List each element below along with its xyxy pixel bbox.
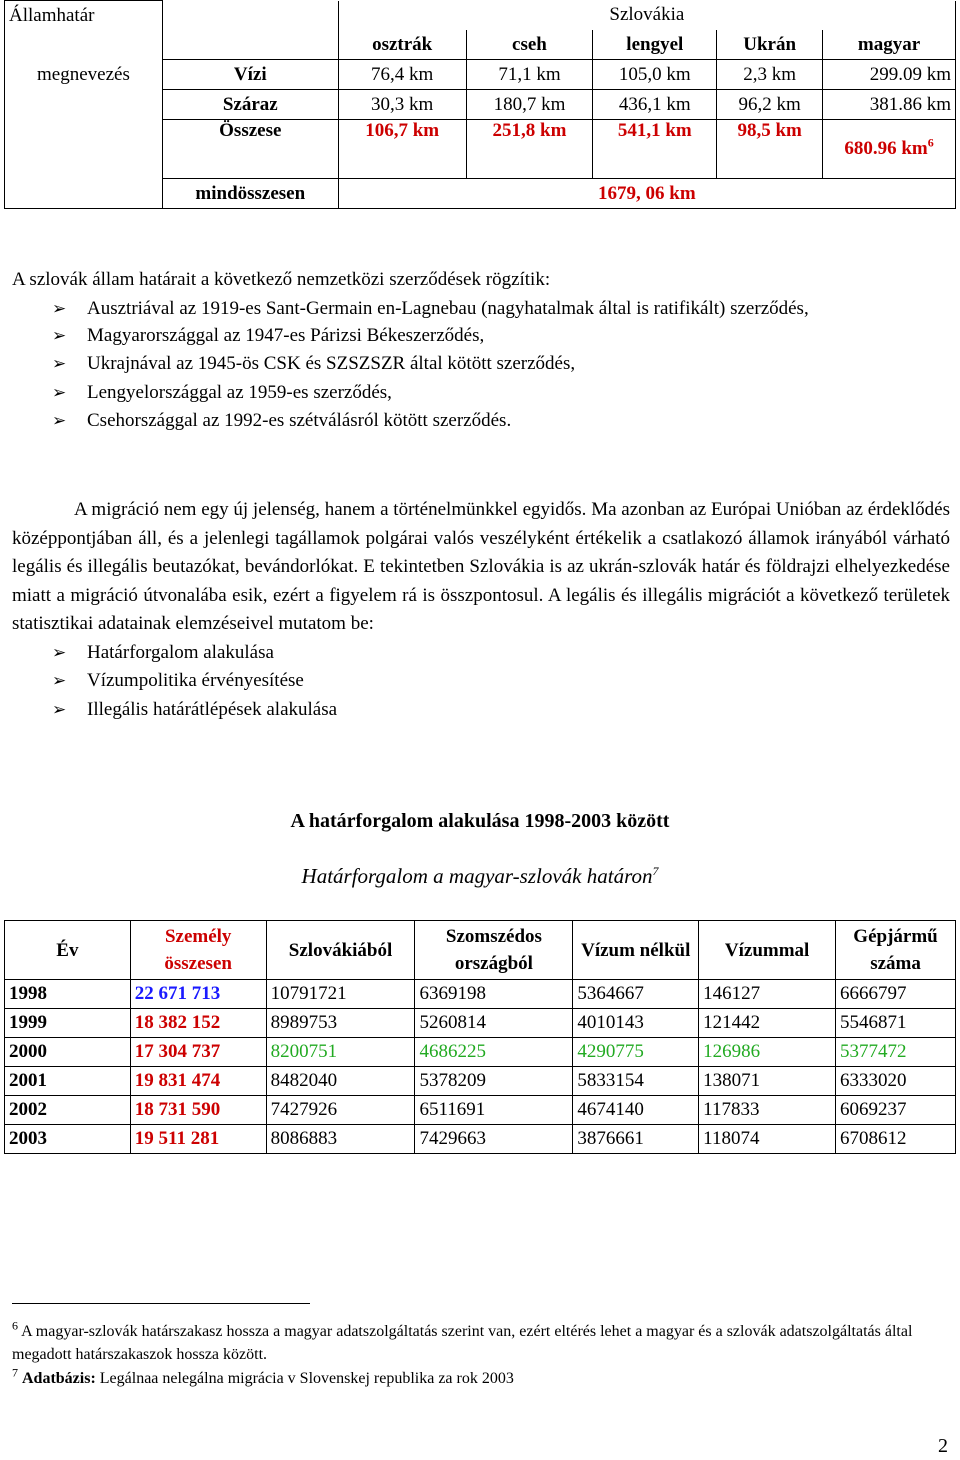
- table-cell: 96,2 km: [717, 90, 823, 120]
- table-cell: 5377472: [836, 1038, 956, 1067]
- row-label: Száraz: [162, 90, 338, 120]
- col-header: cseh: [466, 30, 593, 60]
- table-cell: 8989753: [266, 1009, 415, 1038]
- total-cell: 17 304 737: [130, 1038, 266, 1067]
- table-cell: 7429663: [415, 1125, 573, 1154]
- table-row: [5, 1125, 956, 1154]
- footnote-separator: [12, 1303, 310, 1304]
- total-cell: 18 382 152: [130, 1009, 266, 1038]
- footnote-6: $^6$ A magyar-szlovák határszakasz hossza a magyar adatszolgáltatás szerint van, ezért eltérés lehet a magyar és a szlovák adatszolgáltatás által megadott határszakaszok hossza között.: [12, 1318, 913, 1363]
- total-magyar-value: 680.96 km: [844, 138, 928, 159]
- table-cell: 118074: [699, 1125, 836, 1154]
- treaties-section: [12, 266, 950, 436]
- table-cell: 8482040: [266, 1067, 415, 1096]
- table-cell: 4686225: [415, 1038, 573, 1067]
- table-cell: 4290775: [573, 1038, 699, 1067]
- table-cell: 126986: [699, 1038, 836, 1067]
- table-cell: 4010143: [573, 1009, 699, 1038]
- migration-section: [12, 496, 950, 724]
- table-cell: 6069237: [836, 1096, 956, 1125]
- total-cell: 19 831 474: [130, 1067, 266, 1096]
- footnote-7: $^7$ Adatbázis: Legálnaa nelegálna migrácia v Slovenskej republika za rok 2003: [12, 1365, 514, 1387]
- border-length-table: [4, 0, 956, 209]
- table-cell: 98,5 km: [717, 120, 823, 179]
- table-row: [5, 980, 956, 1009]
- table-cell: 6708612: [836, 1125, 956, 1154]
- header-neighbor: Szomszédos országból: [415, 921, 573, 980]
- arrow-bullet-icon: ➢: [52, 325, 67, 345]
- table-cell: 180,7 km: [466, 90, 593, 120]
- table-cell: 3876661: [573, 1125, 699, 1154]
- row-label: Összese: [162, 120, 338, 179]
- table-cell: 4674140: [573, 1096, 699, 1125]
- corner-cell: Államhatár: [5, 1, 163, 31]
- table-cell: 436,1 km: [593, 90, 717, 120]
- traffic-table-body: [5, 980, 956, 1154]
- table-cell: 106,7 km: [338, 120, 466, 179]
- year-cell: 2000: [5, 1038, 131, 1067]
- table-title: Határforgalom a magyar-szlovák határon$^7$: [301, 864, 659, 888]
- table-cell: 381.86 km: [823, 90, 956, 120]
- year-cell: 2003: [5, 1125, 131, 1154]
- table-row: [5, 1009, 956, 1038]
- table-row: [5, 1067, 956, 1096]
- table-cell: 5833154: [573, 1067, 699, 1096]
- table-cell: 146127: [699, 980, 836, 1009]
- year-cell: 1998: [5, 980, 131, 1009]
- arrow-bullet-icon: ➢: [52, 298, 67, 318]
- header-from-slovakia: Szlovákiából: [266, 921, 415, 980]
- border-traffic-table: [4, 920, 956, 1154]
- list-item: ➢ Magyarországgal az 1947-es Párizsi Békeszerződés,: [12, 322, 950, 351]
- section-title: A határforgalom alakulása 1998-2003 között: [290, 810, 670, 832]
- table-cell: [823, 120, 956, 179]
- list-item: ➢ Illegális határátlépések alakulása: [12, 696, 950, 725]
- table-cell: 121442: [699, 1009, 836, 1038]
- table-cell: 8200751: [266, 1038, 415, 1067]
- table-cell: 6369198: [415, 980, 573, 1009]
- arrow-bullet-icon: ➢: [52, 642, 67, 662]
- table-cell: 6511691: [415, 1096, 573, 1125]
- table-cell: 5260814: [415, 1009, 573, 1038]
- list-item: ➢ Vízumpolitika érvényesítése: [12, 667, 950, 696]
- table-cell: 138071: [699, 1067, 836, 1096]
- footnote-ref: 7: [652, 864, 659, 878]
- list-item: ➢ Határforgalom alakulása: [12, 639, 950, 668]
- list-item: ➢ Ausztriával az 1919-es Sant-Germain en-Lagnebau (nagyhatalmak által is ratifikált) szerződés,: [12, 295, 950, 322]
- footnote-ref: 6: [927, 135, 934, 150]
- total-cell: 18 731 590: [130, 1096, 266, 1125]
- table-cell: 6333020: [836, 1067, 956, 1096]
- year-cell: 2001: [5, 1067, 131, 1096]
- table-cell: 5364667: [573, 980, 699, 1009]
- table-cell: 2,3 km: [717, 60, 823, 90]
- table-cell: 30,3 km: [338, 90, 466, 120]
- list-item: ➢ Ukrajnával az 1945-ös CSK és SZSZSZR által kötött szerződés,: [12, 350, 950, 379]
- table-cell: 5546871: [836, 1009, 956, 1038]
- table-row: [5, 1096, 956, 1125]
- header-year: Év: [5, 921, 131, 980]
- arrow-bullet-icon: ➢: [52, 382, 67, 402]
- header-vehicles: Gépjármű száma: [836, 921, 956, 980]
- table-row: [5, 1038, 956, 1067]
- table-cell: 251,8 km: [466, 120, 593, 179]
- table-cell: 6666797: [836, 980, 956, 1009]
- group-header: Szlovákia: [338, 1, 955, 31]
- treaties-intro: A szlovák állam határait a következő nemzetközi szerződések rögzítik:: [12, 269, 551, 290]
- year-cell: 2002: [5, 1096, 131, 1125]
- total-value: 1679, 06 km: [338, 179, 955, 209]
- list-item: ➢ Csehországgal az 1992-es szétválásról kötött szerződés.: [12, 407, 950, 436]
- row-label: Vízi: [162, 60, 338, 90]
- col-header: Ukrán: [717, 30, 823, 60]
- col-header: osztrák: [338, 30, 466, 60]
- table-cell: 76,4 km: [338, 60, 466, 90]
- table-cell: 541,1 km: [593, 120, 717, 179]
- total-cell: 22 671 713: [130, 980, 266, 1009]
- arrow-bullet-icon: ➢: [52, 411, 67, 430]
- table-cell: 10791721: [266, 980, 415, 1009]
- list-item: ➢ Lengyelországgal az 1959-es szerződés,: [12, 379, 950, 408]
- header-with-visa: Vízummal: [699, 921, 836, 980]
- total-label: mindösszesen: [162, 179, 338, 209]
- table-cell: 105,0 km: [593, 60, 717, 90]
- arrow-bullet-icon: ➢: [52, 699, 67, 719]
- header-total: Személy összesen: [130, 921, 266, 980]
- table-cell: 7427926: [266, 1096, 415, 1125]
- col-header: lengyel: [593, 30, 717, 60]
- col-header: magyar: [823, 30, 956, 60]
- arrow-bullet-icon: ➢: [52, 354, 67, 373]
- year-cell: 1999: [5, 1009, 131, 1038]
- arrow-bullet-icon: ➢: [52, 671, 67, 690]
- migration-paragraph: A migráció nem egy új jelenség, hanem a történelmünkkel egyidős. Ma azonban az Európai Unióban az érdeklődés középpontjában áll, és a jelenlegi tagállamok polgárai valós veszélyként értékelik a csatlakozó államok irányából várható legális és illegális beutazókat, bevándorlókat. E tekintetben Szlovákia is az ukrán-szlovák határ és földrajzi elhelyezkedése miatt a migráció útvonalába esik, ezért a figyelem rá is összpontosul. A legális és illegális migrációt a következő területek statisztikai adatainak elemzéseivel mutatom be:: [12, 499, 950, 634]
- total-cell: 19 511 281: [130, 1125, 266, 1154]
- table-cell: 8086883: [266, 1125, 415, 1154]
- header-no-visa: Vízum nélkül: [573, 921, 699, 980]
- table-cell: 71,1 km: [466, 60, 593, 90]
- page-number: 2: [938, 1435, 948, 1457]
- table-cell: 299.09 km: [823, 60, 956, 90]
- table-cell: 117833: [699, 1096, 836, 1125]
- side-label: megnevezés: [5, 60, 163, 90]
- table-cell: 5378209: [415, 1067, 573, 1096]
